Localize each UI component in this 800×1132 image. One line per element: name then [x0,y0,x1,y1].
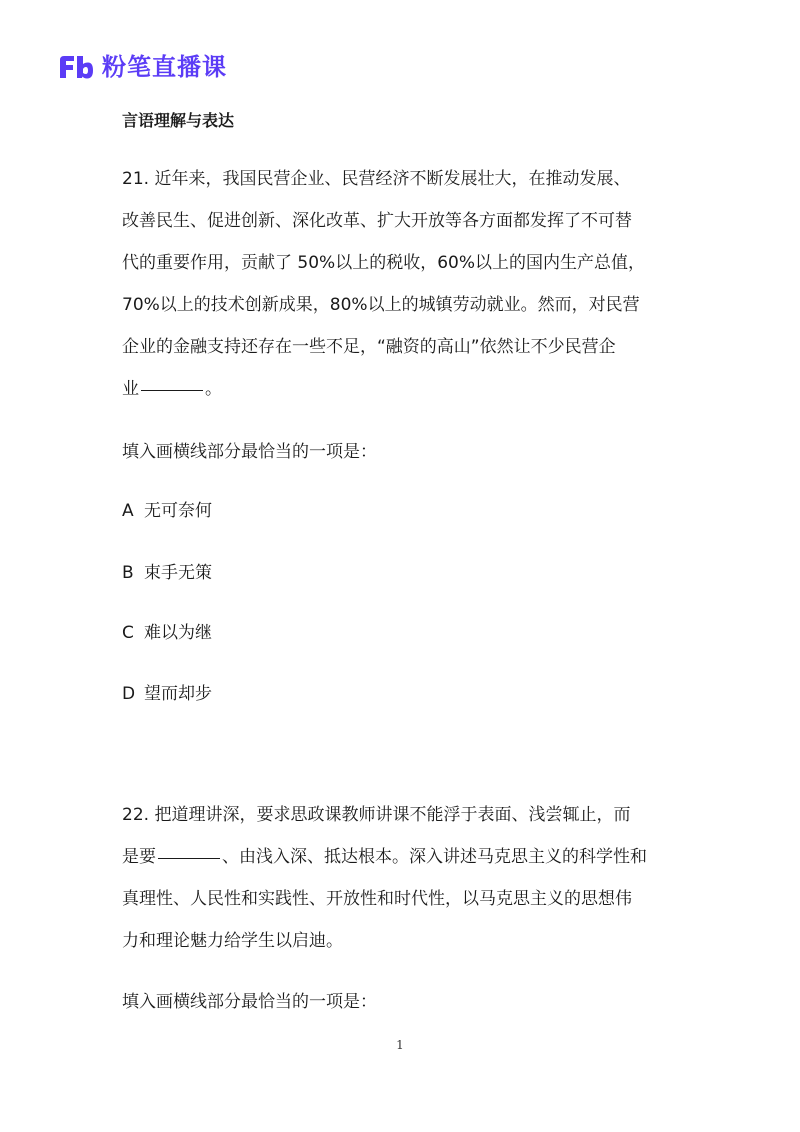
q21-line-6 [122,368,682,410]
q22-line-2-suffix: 、由浅入深、抵达根本。深入讲述马克思主义的科学性和 [222,847,647,867]
q22-line-1: 22. 把道理讲深，要求思政课教师讲课不能浮于表面、浅尝辄止，而 [122,805,631,825]
page-number: 1 [396,1038,404,1052]
option-letter: B [122,563,134,583]
q21-line-5: 企业的金融支持还存在一些不足，“融资的高山”依然让不少民营企 [122,337,616,357]
question-21-stem [122,158,682,410]
question-22-stem [122,794,682,962]
q21-line-6-suffix: 。 [205,379,222,399]
q22-prompt: 填入画横线部分最恰当的一项是： [122,992,377,1012]
q21-option-a[interactable] [122,499,212,523]
q21-line-2: 改善民生、促进创新、深化改革、扩大开放等各方面都发挥了不可替 [122,211,632,231]
q21-line-4: 70%以上的技术创新成果，80%以上的城镇劳动就业。然而，对民营 [122,295,640,315]
option-text: 无可奈何 [144,501,212,521]
q21-line-3: 代的重要作用，贡献了 50%以上的税收，60%以上的国内生产总值， [122,253,645,273]
option-letter: D [122,684,136,704]
q22-line-4: 力和理论魅力给学生以启迪。 [122,931,343,951]
q22-line-2-prefix: 是要 [122,847,156,867]
answer-blank [158,857,220,859]
q21-option-d[interactable] [122,682,212,706]
brand-name: 粉笔直播课 [102,53,227,81]
answer-blank [141,389,203,391]
q21-option-c[interactable] [122,621,212,645]
q21-prompt: 填入画横线部分最恰当的一项是： [122,442,377,462]
option-text: 束手无策 [144,563,212,583]
q22-line-2 [122,836,682,878]
section-title: 言语理解与表达 [122,111,235,130]
brand-logo [58,52,227,82]
option-text: 望而却步 [144,684,212,704]
option-text: 难以为继 [144,623,212,643]
q21-line-6-prefix: 业 [122,379,139,399]
q21-option-b[interactable] [122,561,212,585]
fb-logo-icon [58,54,94,80]
option-letter: A [122,501,134,521]
q21-line-1: 21. 近年来，我国民营企业、民营经济不断发展壮大，在推动发展、 [122,169,631,189]
option-letter: C [122,623,134,643]
q22-line-3: 真理性、人民性和实践性、开放性和时代性，以马克思主义的思想伟 [122,889,632,909]
